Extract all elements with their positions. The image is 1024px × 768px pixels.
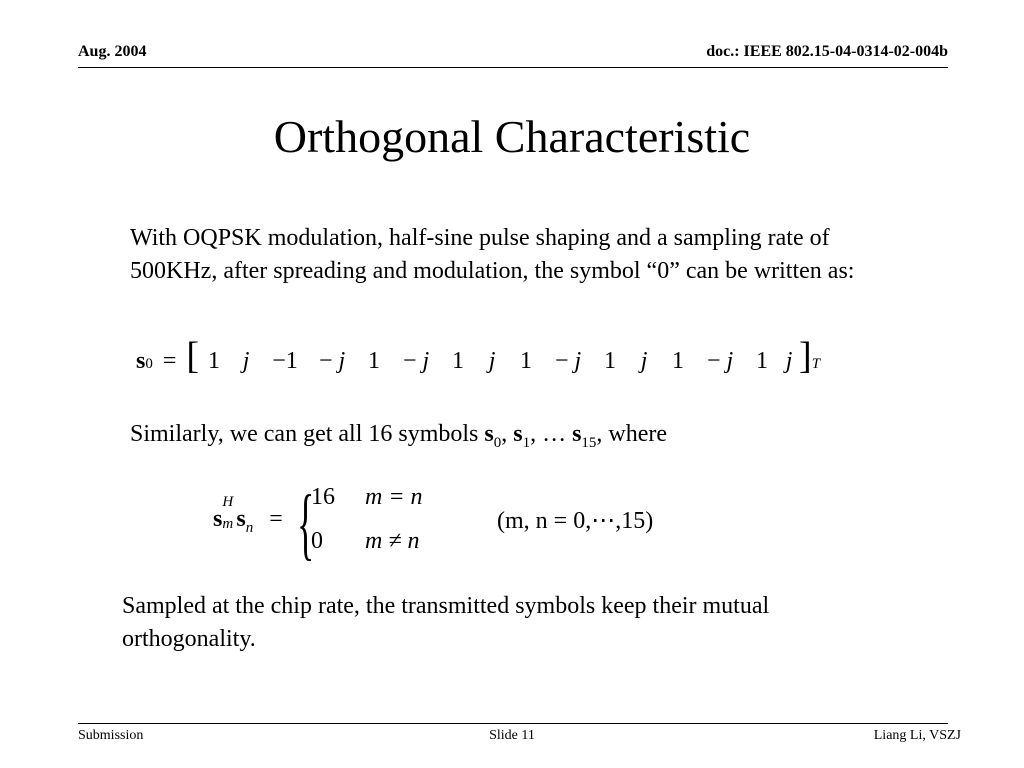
eq1-entry: −1 bbox=[272, 348, 298, 374]
footer-submission: Submission bbox=[78, 728, 144, 743]
eq2-case1-condition: m = n bbox=[365, 484, 423, 510]
eq1-entry: 1 bbox=[672, 348, 685, 374]
eq2-s1: s bbox=[213, 506, 223, 532]
eq1-entry: 1 bbox=[756, 348, 769, 374]
header-date: Aug. 2004 bbox=[78, 43, 147, 60]
eq2-sub-n: n bbox=[245, 520, 254, 536]
eq2-s2: s bbox=[236, 506, 246, 532]
footer-rule bbox=[78, 723, 948, 724]
p2-sub1: 1 bbox=[522, 435, 531, 451]
eq2-range: (m, n = 0,⋯,15) bbox=[497, 508, 654, 534]
header-rule bbox=[78, 67, 948, 68]
eq2-left-brace: { bbox=[297, 480, 315, 568]
equation-s0 bbox=[136, 335, 821, 377]
eq1-entry: 1 bbox=[452, 348, 465, 374]
eq1-left-bracket: [ bbox=[186, 335, 200, 377]
eq1-entry: j bbox=[640, 348, 648, 374]
eq1-entry: j bbox=[242, 348, 250, 374]
eq1-entry: − j bbox=[402, 348, 430, 374]
p2-prefix: Similarly, we can get all 16 symbols bbox=[130, 421, 485, 447]
eq1-entry: − j bbox=[706, 348, 734, 374]
p2-sep1: , bbox=[501, 421, 514, 447]
eq1-entry: 1 bbox=[520, 348, 533, 374]
p2-s1: s bbox=[513, 421, 523, 447]
p2-sub15: 15 bbox=[581, 435, 597, 451]
slide-title: Orthogonal Characteristic bbox=[273, 111, 751, 162]
eq2-sup-h: H bbox=[222, 494, 234, 510]
eq2-case1-value: 16 bbox=[311, 484, 335, 510]
paragraph-symbols bbox=[130, 418, 667, 460]
eq1-entry: 1 bbox=[604, 348, 617, 374]
p2-s0: s bbox=[484, 421, 494, 447]
eq1-entry: j bbox=[785, 348, 793, 374]
eq1-entries bbox=[199, 348, 799, 375]
eq2-sub-m: m bbox=[222, 516, 234, 532]
p2-s15: s bbox=[572, 421, 582, 447]
eq2-case2-value: 0 bbox=[311, 528, 323, 554]
eq1-entry: j bbox=[488, 348, 496, 374]
eq2-case2 bbox=[311, 528, 420, 555]
equation-orthogonality bbox=[213, 480, 693, 568]
eq1-entry: − j bbox=[554, 348, 582, 374]
eq2-lhs bbox=[213, 494, 283, 537]
footer-author: Liang Li, VSZJ bbox=[873, 728, 961, 743]
eq1-entry: 1 bbox=[368, 348, 381, 374]
eq1-right-bracket: ] bbox=[799, 335, 812, 377]
footer-slide-number: Slide 11 bbox=[489, 728, 535, 743]
eq1-entry: − j bbox=[318, 348, 346, 374]
paragraph-conclusion: Sampled at the chip rate, the transmitted symbols keep their mutual orthogonality. bbox=[122, 593, 770, 652]
p2-ellipsis: , … bbox=[530, 421, 573, 447]
header-doc-id: doc.: IEEE 802.15-04-0314-02-004b bbox=[706, 43, 948, 60]
eq1-equals: = bbox=[162, 348, 177, 374]
p2-sub0: 0 bbox=[493, 435, 502, 451]
paragraph-intro: With OQPSK modulation, half-sine pulse shaping and a sampling rate of 500KHz, after spreading and modulation, the symbol “0” can be written as: bbox=[130, 225, 855, 284]
p2-suffix: , where bbox=[596, 421, 668, 447]
eq2-case1 bbox=[311, 484, 423, 511]
eq2-case2-condition: m ≠ n bbox=[365, 528, 420, 554]
eq2-equals: = bbox=[269, 506, 283, 532]
eq1-lhs-symbol: s bbox=[136, 348, 146, 374]
eq1-transpose: T bbox=[811, 356, 821, 372]
eq1-lhs-sub: 0 bbox=[145, 356, 153, 372]
eq1-entry: 1 bbox=[208, 348, 221, 374]
